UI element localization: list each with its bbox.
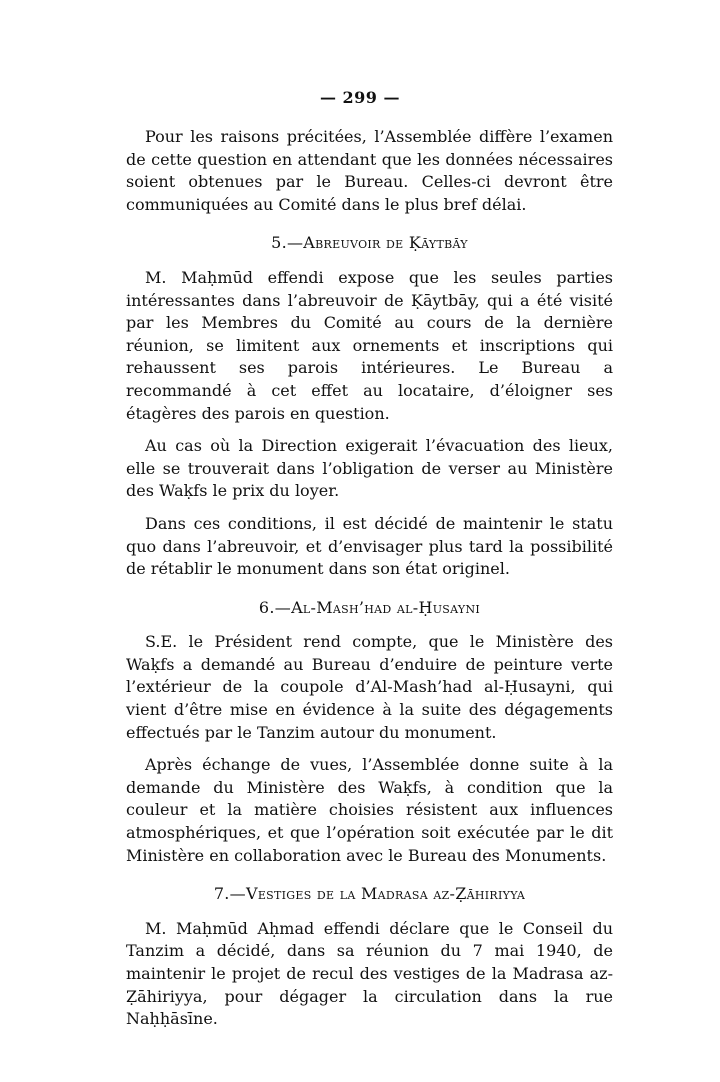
paragraph-intro: Pour les raisons précitées, l’Assemblée diffère l’examen de cette question en attendant que les données nécessaires soient obtenues par le Bureau. Celles-ci devront être communiquées au Comité dans le plus bref délai. xyxy=(126,127,613,214)
section-heading-7: 7.—Vestiges de la Madrasa az-Ẓāhiriyya xyxy=(213,884,526,904)
section-heading-6: 6.—Al-Mash’had al-Ḥusayni xyxy=(258,597,481,617)
paragraph: Dans ces conditions, il est décidé de maintenir le statu quo dans l’abreuvoir, et d’envisager plus tard la possibilité de rétablir le monument dans son état originel. xyxy=(126,513,613,579)
paragraph: M. Maḥmūd effendi expose que les seules parties intéressantes dans l’abreuvoir de Ḳāytbāy, qui a été visité par les Membres du Comité au cours de la dernière réunion, se limitent aux ornements et inscriptions qui rehaussent ses parois intérieures. Le Bureau a recommandé à cet effet au locataire, d’éloigner ses étagères des parois en question. xyxy=(126,267,613,423)
paragraph: Au cas où la Direction exigerait l’évacuation des lieux, elle se trouverait dans l’obligation de verser au Ministère des Waḳfs le prix du loyer. xyxy=(126,436,613,501)
page-number: — 299 — xyxy=(319,88,401,107)
page-body xyxy=(126,126,613,1041)
paragraph: S.E. le Président rend compte, que le Ministère des Waḳfs a demandé au Bureau d’enduire de peinture verte l’extérieur de la coupole d’Al-Mash’had al-Ḥusayni, qui vient d’être mise en évidence à la suite des dégagements effectués par le Tanzim autour du monument. xyxy=(126,632,613,742)
paragraph: Après échange de vues, l’Assemblée donne suite à la demande du Ministère des Waḳfs, à condition que la couleur et la matière choisies résistent aux influences atmosphériques, et que l’opération soit exécutée par le dit Ministère en collaboration avec le Bureau des Monuments. xyxy=(126,755,613,865)
section-heading-5: 5.—Abreuvoir de Ḳāytbāy xyxy=(271,233,468,253)
paragraph: M. Maḥmūd Aḥmad effendi déclare que le Conseil du Tanzim a décidé, dans sa réunion du 7 mai 1940, de maintenir le projet de recul des vestiges de la Madrasa az-Ẓāhiriyya, pour dégager la circulation dans la rue Naḥḥāsīne. xyxy=(126,918,613,1029)
